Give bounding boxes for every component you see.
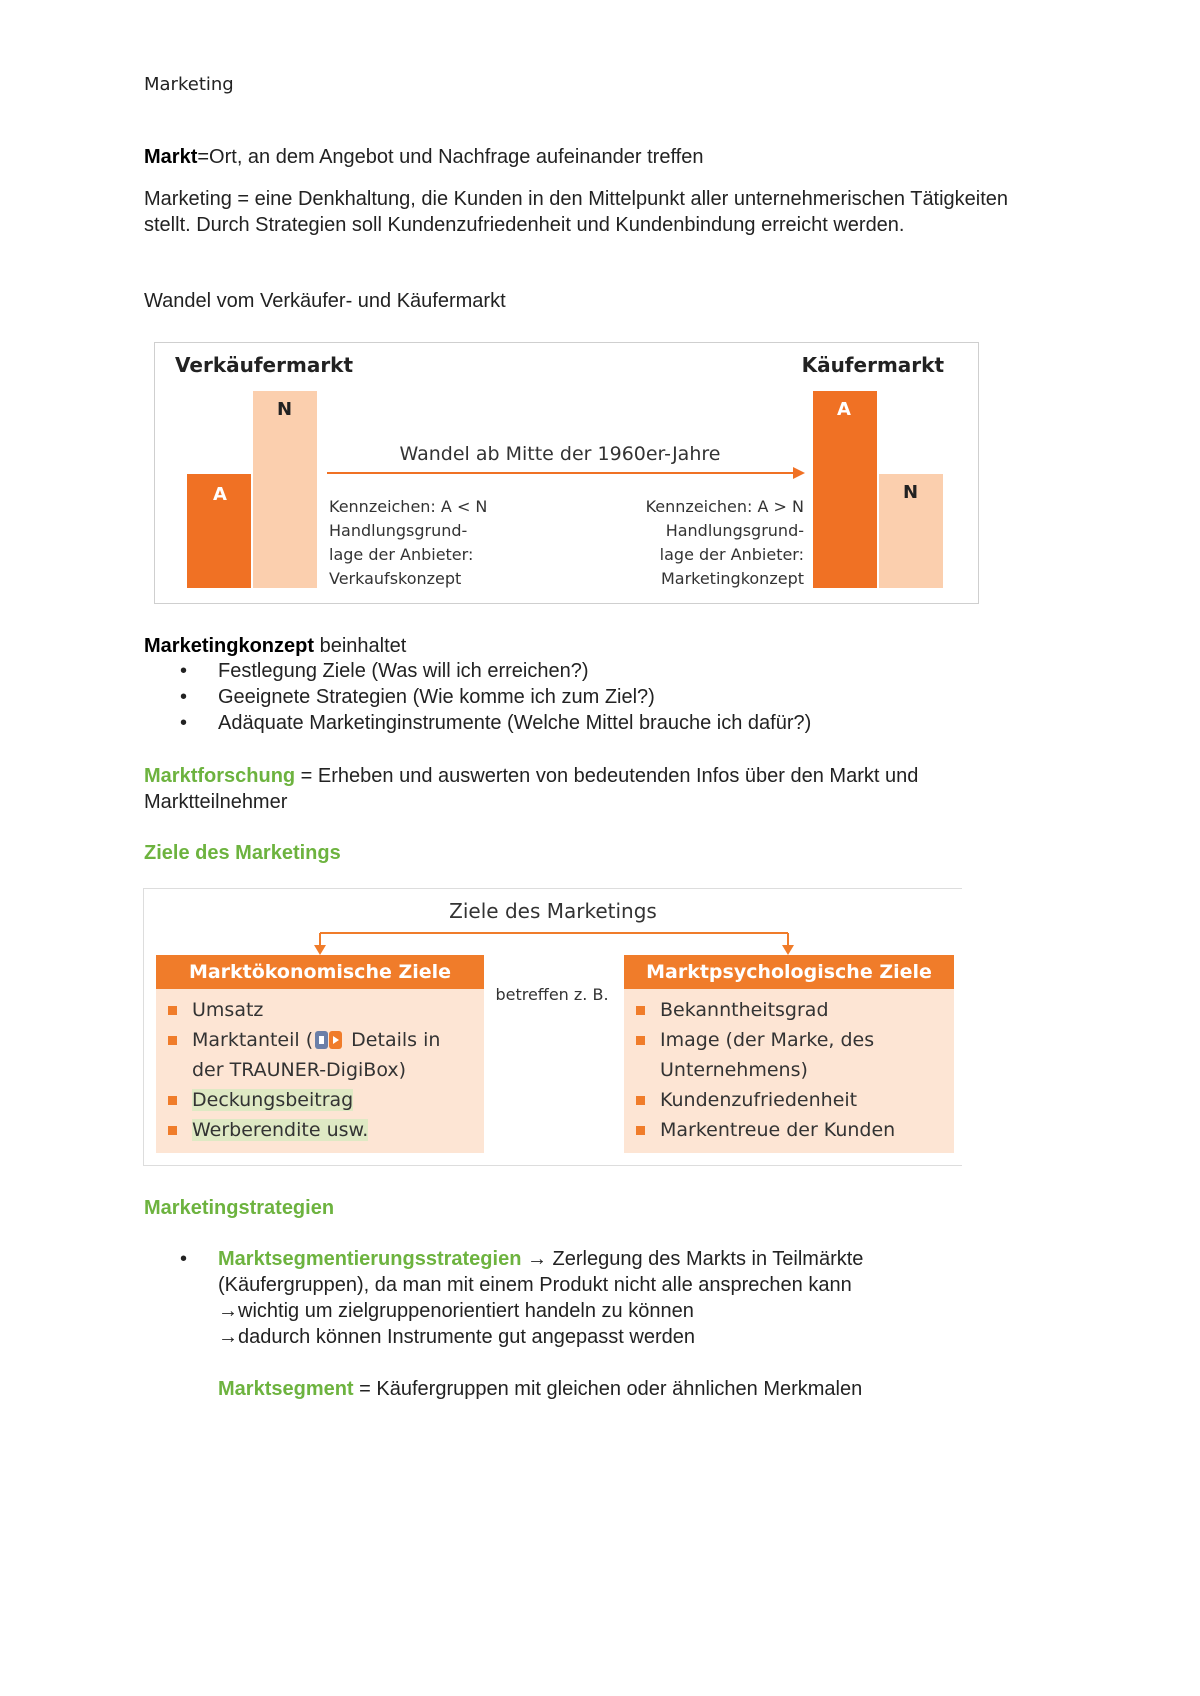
buyer-kennzeichen: Kennzeichen: A > N <box>645 497 804 516</box>
marktforschung-paragraph <box>144 763 1024 815</box>
marktforschung-term: Marktforschung <box>144 765 296 787</box>
seller-supply-label: A <box>213 484 227 505</box>
seller-demand-bar <box>253 391 317 588</box>
list-item: der TRAUNER-DigiBox) <box>192 1059 407 1081</box>
market-shift-figure <box>154 342 979 604</box>
marktsegment-definition <box>218 1376 1044 1402</box>
wandel-heading: Wandel vom Verkäufer- und Käufermarkt <box>144 290 506 312</box>
list-item: Kundenzufriedenheit <box>624 1085 954 1115</box>
list-item: • Festlegung Ziele (Was will ich erreichen?) <box>144 658 1044 684</box>
list-item: Markentreue der Kunden <box>624 1115 954 1145</box>
shift-arrow-icon <box>327 463 807 483</box>
seller-konzept: Verkaufskonzept <box>329 569 462 588</box>
marketing-definition: Marketing = eine Denkhaltung, die Kunden in den Mittelpunkt aller unternehmerischen Tätigkeiten stellt. Durch Strategien soll Kundenzufriedenheit und Kundenbindung erreicht werden. <box>144 188 1009 236</box>
digibox-icon <box>315 1028 343 1046</box>
list-item: Bekanntheitsgrad <box>624 995 954 1025</box>
buyer-market-characteristics <box>646 495 804 591</box>
seller-handlungsgrund: Handlungsgrund- <box>329 521 468 540</box>
segmentierung-line3: →wichtig um zielgruppenorientiert handeln zu können <box>218 1300 694 1322</box>
marketing-goals-figure <box>143 888 962 1166</box>
list-item: Unternehmens) <box>660 1059 808 1081</box>
economic-goals-heading: Marktökonomische Ziele <box>156 955 484 989</box>
list-item: • Adäquate Marketinginstrumente (Welche Mittel brauche ich dafür?) <box>144 710 1044 736</box>
konzept-term: Marketingkonzept <box>144 635 315 657</box>
seller-market-title: Verkäufermarkt <box>175 353 354 377</box>
economic-goals-box <box>156 955 484 1153</box>
markt-definition <box>144 144 703 170</box>
strategien-heading: Marketingstrategien <box>144 1197 335 1219</box>
segmentierung-text: → Zerlegung des Markts in Teilmärkte <box>521 1248 864 1270</box>
segmentierung-line4: →dadurch können Instrumente gut angepasst werden <box>218 1326 695 1348</box>
list-item: Werberendite usw. <box>156 1115 484 1145</box>
buyer-demand-bar <box>879 474 943 588</box>
shift-arrow-text: Wandel ab Mitte der 1960er-Jahre <box>399 443 721 465</box>
segmentierung-line2: (Käufergruppen), da man mit einem Produkt nicht alle ansprechen kann <box>218 1274 852 1296</box>
seller-market-characteristics <box>329 495 487 591</box>
strategien-block <box>144 1246 1044 1402</box>
markt-term: Markt <box>144 146 198 168</box>
buyer-konzept: Marketingkonzept <box>660 569 804 588</box>
list-item <box>144 1246 1044 1402</box>
list-item: • Geeignete Strategien (Wie komme ich zum Ziel?) <box>144 684 1044 710</box>
seller-lage: lage der Anbieter: <box>329 545 474 564</box>
list-item: Image (der Marke, des <box>624 1025 954 1055</box>
marktforschung-definition: = Erheben und auswerten von bedeutenden Infos über den Markt und Marktteilnehmer <box>144 765 919 813</box>
markt-definition-text: =Ort, an dem Angebot und Nachfrage aufeinander treffen <box>197 146 704 168</box>
list-item: Marktanteil ( Details in <box>156 1025 484 1055</box>
seller-demand-label: N <box>277 399 293 420</box>
page-header-title: Marketing <box>144 74 234 95</box>
seller-supply-bar <box>187 474 251 588</box>
psychological-goals-box <box>624 955 954 1153</box>
list-item: Umsatz <box>156 995 484 1025</box>
goals-relation-text: betreffen z. B. <box>495 985 609 1004</box>
buyer-market-title: Käufermarkt <box>801 353 944 377</box>
ziele-heading: Ziele des Marketings <box>144 842 341 864</box>
konzept-rest: beinhaltet <box>314 635 407 657</box>
buyer-lage: lage der Anbieter: <box>659 545 804 564</box>
marktsegment-term: Marktsegment <box>218 1378 354 1400</box>
konzept-intro <box>144 633 406 659</box>
buyer-supply-bar <box>813 391 877 588</box>
marktsegment-text: = Käufergruppen mit gleichen oder ähnlichen Merkmalen <box>353 1378 863 1400</box>
buyer-supply-label: A <box>837 399 851 420</box>
buyer-handlungsgrund: Handlungsgrund- <box>665 521 804 540</box>
buyer-demand-label: N <box>903 482 919 503</box>
psychological-goals-heading: Marktpsychologische Ziele <box>624 955 954 989</box>
bullet-icon: • <box>180 1248 188 1270</box>
list-item: Deckungsbeitrag <box>156 1085 484 1115</box>
segmentierung-term: Marktsegmentierungsstrategien <box>218 1248 522 1270</box>
seller-kennzeichen: Kennzeichen: A < N <box>329 497 488 516</box>
konzept-list <box>144 658 1044 736</box>
goals-figure-title: Ziele des Marketings <box>449 899 657 923</box>
